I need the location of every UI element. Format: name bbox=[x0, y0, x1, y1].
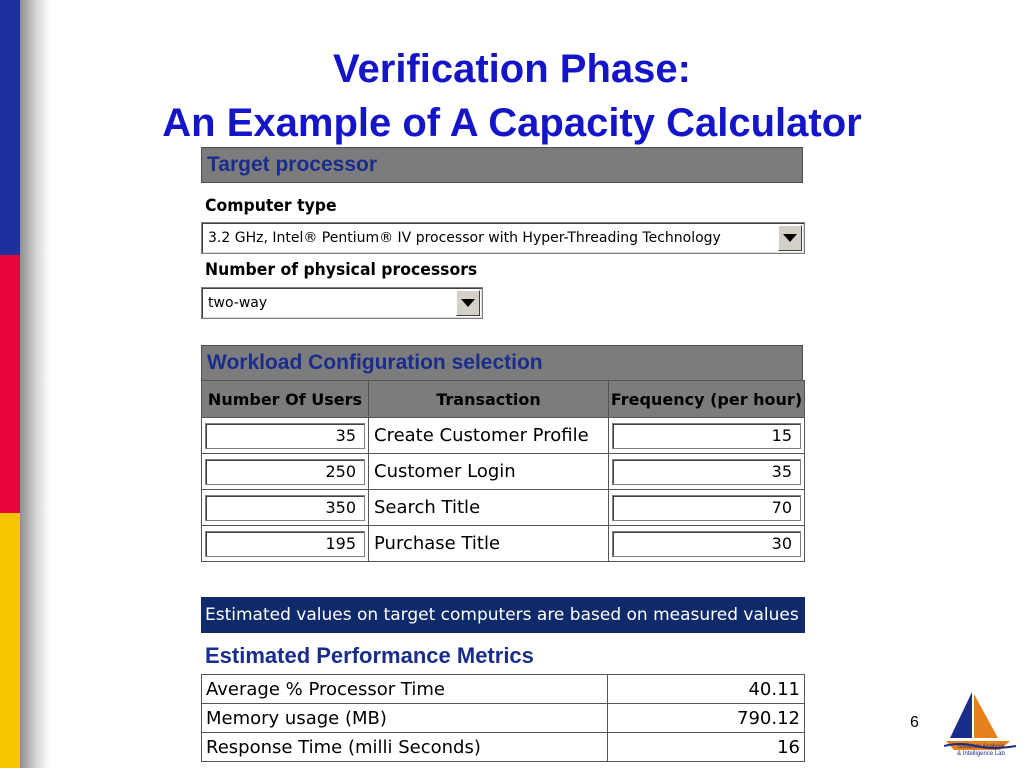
processors-value: two-way bbox=[208, 295, 268, 311]
table-row bbox=[202, 704, 805, 733]
column-header-frequency: Frequency (per hour) bbox=[609, 381, 805, 418]
transaction-cell: Purchase Title bbox=[369, 526, 609, 562]
users-input[interactable]: 350 bbox=[205, 495, 365, 521]
computer-type-value: 3.2 GHz, Intel® Pentium® IV processor with Hyper-Threading Technology bbox=[208, 230, 721, 246]
logo-line1: Software Analysis bbox=[957, 744, 1005, 750]
transaction-cell: Create Customer Profile bbox=[369, 418, 609, 454]
target-processor-header: Target processor bbox=[201, 147, 803, 183]
processors-dropdown-button[interactable] bbox=[456, 290, 480, 316]
chevron-down-icon bbox=[461, 299, 475, 307]
frequency-input[interactable]: 70 bbox=[612, 495, 801, 521]
estimation-banner: Estimated values on target computers are based on measured values bbox=[201, 597, 805, 633]
metric-name: Memory usage (MB) bbox=[202, 704, 608, 733]
stripe-shadow bbox=[20, 0, 50, 768]
users-input[interactable]: 195 bbox=[205, 531, 365, 557]
frequency-input[interactable]: 30 bbox=[612, 531, 801, 557]
metric-value: 40.11 bbox=[608, 675, 805, 704]
transaction-cell: Search Title bbox=[369, 490, 609, 526]
column-header-users: Number Of Users bbox=[202, 381, 369, 418]
metric-value: 790.12 bbox=[608, 704, 805, 733]
computer-type-dropdown-button[interactable] bbox=[778, 225, 802, 251]
stripe-red bbox=[0, 255, 20, 513]
stripe-blue bbox=[0, 0, 20, 255]
metrics-table bbox=[201, 674, 805, 762]
page-number: 6 bbox=[910, 714, 919, 731]
users-input[interactable]: 35 bbox=[205, 423, 365, 449]
chevron-down-icon bbox=[783, 234, 797, 242]
slide-title-line1: Verification Phase: bbox=[333, 47, 691, 91]
logo-sail-right bbox=[974, 694, 998, 738]
logo-text bbox=[943, 744, 1019, 758]
table-row bbox=[202, 490, 805, 526]
metric-name: Average % Processor Time bbox=[202, 675, 608, 704]
processors-select[interactable] bbox=[201, 287, 483, 319]
frequency-input[interactable]: 15 bbox=[612, 423, 801, 449]
workload-table bbox=[201, 380, 805, 562]
stripe-yellow bbox=[0, 513, 20, 768]
slide-title-line2: An Example of A Capacity Calculator bbox=[162, 101, 862, 145]
table-row bbox=[202, 454, 805, 490]
table-row bbox=[202, 675, 805, 704]
column-header-transaction: Transaction bbox=[369, 381, 609, 418]
metric-value: 16 bbox=[608, 733, 805, 762]
metrics-title: Estimated Performance Metrics bbox=[205, 643, 534, 668]
workload-header: Workload Configuration selection bbox=[201, 345, 803, 381]
users-input[interactable]: 250 bbox=[205, 459, 365, 485]
table-row bbox=[202, 418, 805, 454]
computer-type-select[interactable] bbox=[201, 222, 805, 254]
metric-name: Response Time (milli Seconds) bbox=[202, 733, 608, 762]
transaction-cell: Customer Login bbox=[369, 454, 609, 490]
logo-line2: & Intelligence Lab bbox=[957, 751, 1005, 757]
logo-sail-left bbox=[950, 692, 972, 738]
table-row bbox=[202, 733, 805, 762]
computer-type-label: Computer type bbox=[205, 196, 337, 216]
processors-label: Number of physical processors bbox=[205, 260, 478, 280]
table-row bbox=[202, 526, 805, 562]
frequency-input[interactable]: 35 bbox=[612, 459, 801, 485]
